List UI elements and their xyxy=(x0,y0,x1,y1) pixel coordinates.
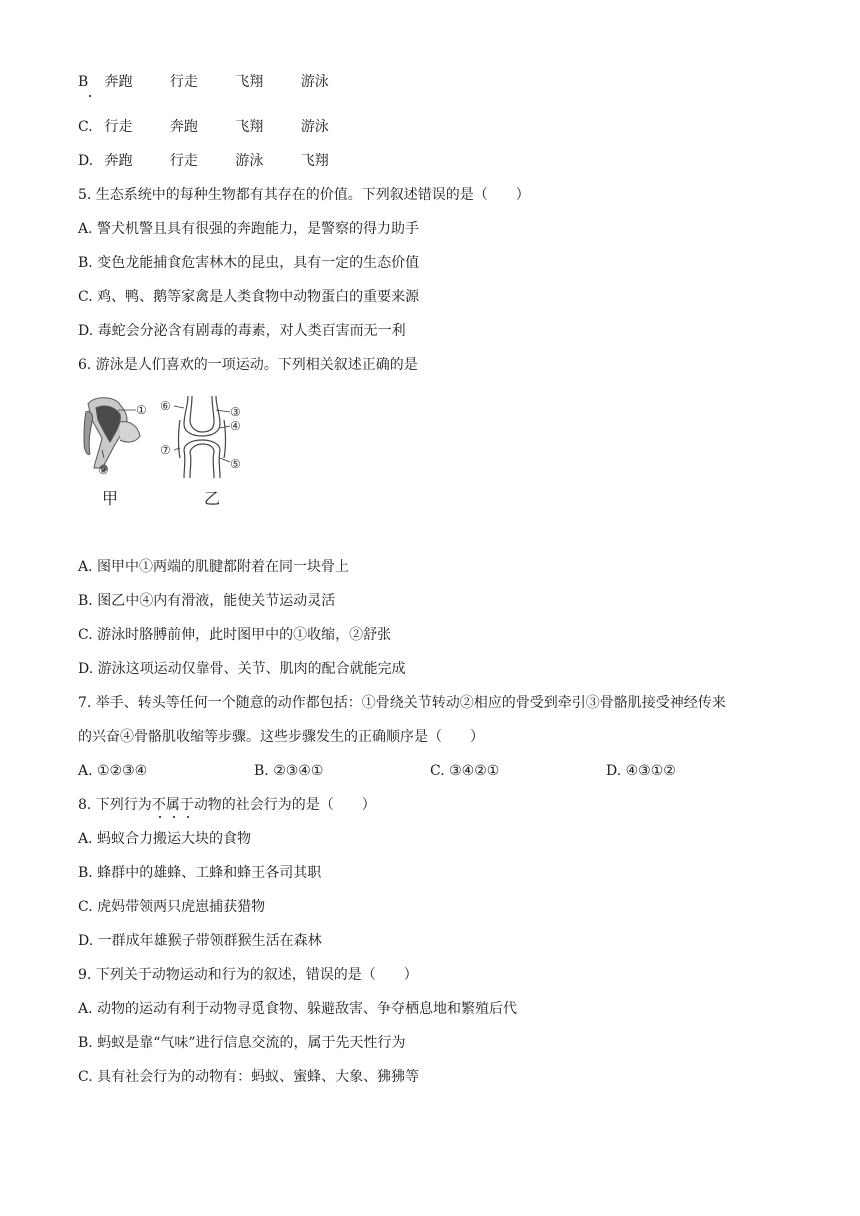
q7-stem-line2: 的兴奋④骨骼肌收缩等步骤。这些步骤发生的正确顺序是（ ） xyxy=(78,729,484,745)
q6-option-a: A. 图甲中①两端的肌腱都附着在同一块骨上 xyxy=(78,559,350,575)
q6-option-c: C. 游泳时胳膊前伸，此时图甲中的①收缩，②舒张 xyxy=(78,627,392,643)
q6-option-d: D. 游泳这项运动仅靠骨、关节、肌肉的配合就能完成 xyxy=(78,661,406,677)
q9-stem: 9. 下列关于动物运动和行为的叙述，错误的是（ ） xyxy=(78,967,418,983)
q7-option-b: B. ②③④① xyxy=(254,763,324,779)
q5-stem: 5. 生态系统中的每种生物都有其存在的价值。下列叙述错误的是（ ） xyxy=(78,187,530,203)
option-item: 飞翔 xyxy=(300,153,329,169)
marker-6: ⑥ xyxy=(160,399,171,413)
marker-1: ① xyxy=(136,403,147,417)
option-letter: B xyxy=(78,72,100,92)
q8-stem xyxy=(78,795,376,815)
marker-2: ② xyxy=(98,463,109,477)
option-letter: C. xyxy=(78,119,93,135)
q6-stem: 6. 游泳是人们喜欢的一项运动。下列相关叙述正确的是 xyxy=(78,357,418,373)
option-letter: D. xyxy=(78,153,94,169)
q7-stem-line1: 7. 举手、转头等任何一个随意的动作都包括：①骨绕关节转动②相应的骨受到牵引③骨骼肌接受神经传来 xyxy=(78,695,726,711)
q9-option-b: B. 蚂蚁是靠“气味”进行信息交流的，属于先天性行为 xyxy=(78,1035,406,1051)
q9-option-a: A. 动物的运动有利于动物寻觅食物、躲避敌害、争夺栖息地和繁殖后代 xyxy=(78,1001,518,1017)
figure-label-jia: 甲 xyxy=(102,489,119,508)
q4-option-c xyxy=(78,117,329,137)
muscle-joint-diagram xyxy=(80,392,260,482)
figure-label-yi: 乙 xyxy=(204,489,221,508)
q8-option-a: A. 蚂蚁合力搬运大块的食物 xyxy=(78,831,252,847)
q6-option-b: B. 图乙中④内有滑液，能使关节运动灵活 xyxy=(78,593,336,609)
q4-option-b xyxy=(78,72,329,92)
arm-muscle-figure xyxy=(84,398,140,471)
q6-figure xyxy=(80,392,260,510)
option-item: 游泳 xyxy=(300,74,329,90)
q4-option-d xyxy=(78,151,329,171)
joint-figure xyxy=(179,396,226,478)
option-item: 游泳 xyxy=(235,153,264,169)
emphasis-char: 不 xyxy=(151,797,166,813)
q7-option-a: A. ①②③④ xyxy=(78,763,148,779)
option-item: 行走 xyxy=(169,153,198,169)
marker-7: ⑦ xyxy=(160,443,171,457)
emphasis-char: 于 xyxy=(179,797,194,813)
option-item: 奔跑 xyxy=(169,119,198,135)
option-item: 奔跑 xyxy=(104,153,133,169)
q8-option-d: D. 一群成年雄猴子带领群猴生活在森林 xyxy=(78,933,322,949)
q5-option-a: A. 警犬机警且具有很强的奔跑能力，是警察的得力助手 xyxy=(78,221,420,237)
q8-option-c: C. 虎妈带领两只虎崽捕获猎物 xyxy=(78,899,266,915)
option-item: 行走 xyxy=(104,119,133,135)
q5-option-d: D. 毒蛇会分泌含有剧毒的毒素，对人类百害而无一利 xyxy=(78,323,406,339)
q8-option-b: B. 蜂群中的雄蜂、工蜂和蜂王各司其职 xyxy=(78,865,322,881)
q8-stem-pre: 8. 下列行为 xyxy=(78,797,152,813)
q7-option-c: C. ③④②① xyxy=(430,763,500,779)
marker-3: ③ xyxy=(230,405,241,419)
option-item: 奔跑 xyxy=(104,74,133,90)
q5-option-b: B. 变色龙能捕食危害林木的昆虫，具有一定的生态价值 xyxy=(78,255,420,271)
q5-option-c: C. 鸡、鸭、鹅等家禽是人类食物中动物蛋白的重要来源 xyxy=(78,289,420,305)
q8-stem-post: 动物的社会行为的是（ ） xyxy=(193,797,376,813)
option-item: 游泳 xyxy=(300,119,329,135)
option-item: 行走 xyxy=(169,74,198,90)
q9-option-c: C. 具有社会行为的动物有：蚂蚁、蜜蜂、大象、狒狒等 xyxy=(78,1069,420,1085)
option-item: 飞翔 xyxy=(235,74,264,90)
marker-5: ⑤ xyxy=(230,457,241,471)
q7-option-d: D. ④③①② xyxy=(606,763,676,779)
marker-4: ④ xyxy=(230,419,241,433)
option-item: 飞翔 xyxy=(235,119,264,135)
emphasis-char: 属 xyxy=(165,797,180,813)
